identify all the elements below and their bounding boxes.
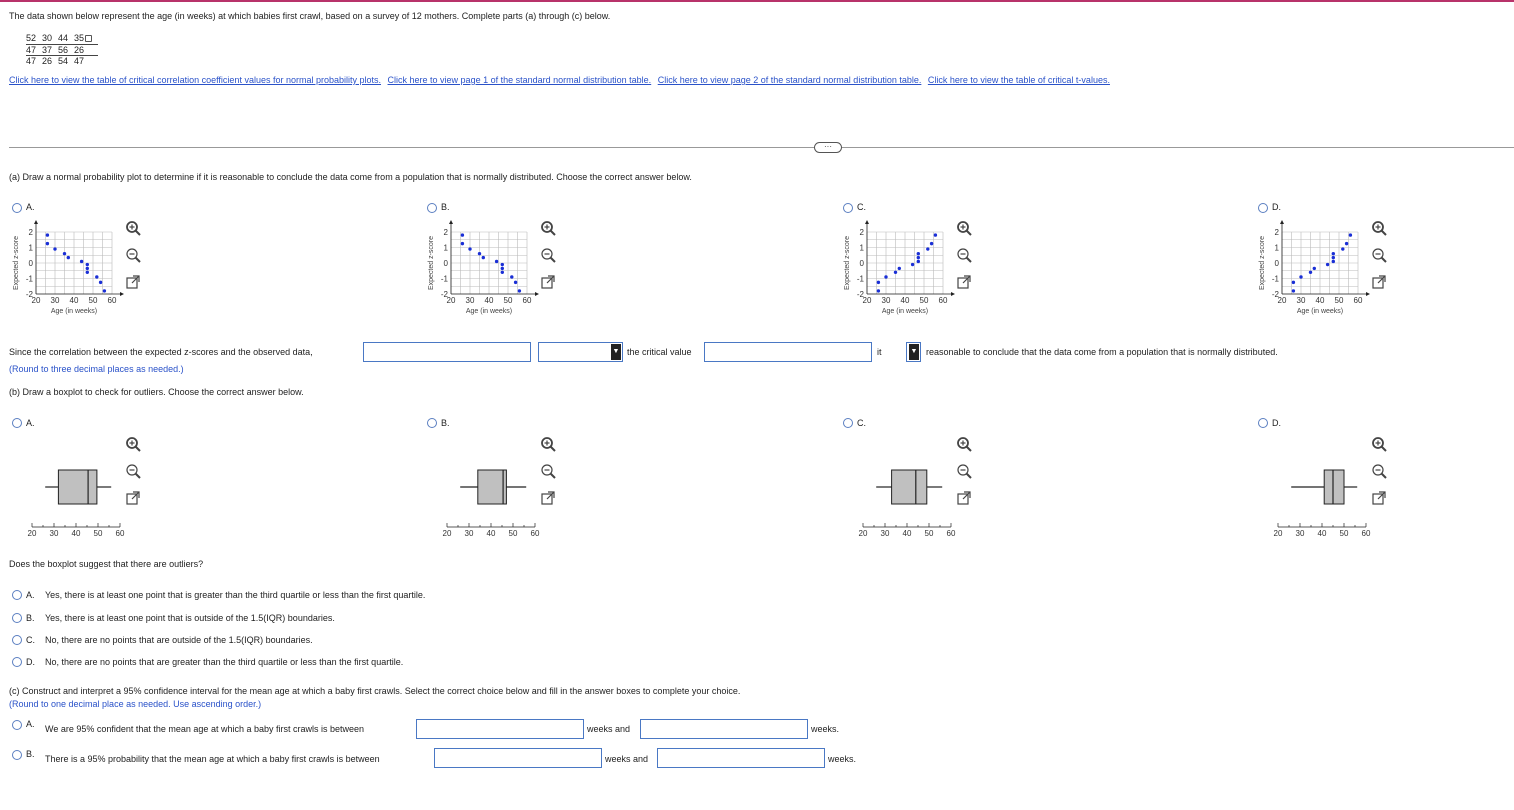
critical-value-label: the critical value xyxy=(627,347,692,357)
npp-d-zoom-in-icon[interactable] xyxy=(1371,220,1387,236)
npp-option-c-radio[interactable] xyxy=(843,203,853,213)
data-point xyxy=(518,289,521,292)
data-point xyxy=(461,233,464,236)
correlation-input[interactable] xyxy=(363,342,531,362)
data-point xyxy=(461,242,464,245)
data-point xyxy=(1299,275,1302,278)
data-point xyxy=(46,233,49,236)
x-tick-label: 60 xyxy=(946,529,956,538)
y-axis-arrow-icon xyxy=(449,220,453,224)
link-normal-table-page-1[interactable]: Click here to view page 1 of the standard normal distribution table. xyxy=(387,75,652,85)
table-row xyxy=(26,44,98,55)
npp-a-zoom-in-icon[interactable] xyxy=(125,220,141,236)
npp-option-d-radio[interactable] xyxy=(1258,203,1268,213)
x-tick-label: 50 xyxy=(503,296,513,305)
y-tick-label: -2 xyxy=(25,290,33,299)
npp-b-zoom-in-icon[interactable] xyxy=(540,220,556,236)
npp-b-zoom-out-icon[interactable] xyxy=(540,247,556,263)
x-tick-label: 50 xyxy=(1339,529,1349,538)
boxplot-chart-d xyxy=(1264,455,1384,545)
x-axis-arrow-icon xyxy=(951,292,955,296)
y-tick-label: 2 xyxy=(859,228,864,237)
boxplot-a-open-new-window-icon[interactable] xyxy=(125,490,141,506)
ci-option-b-text: There is a 95% probability that the mean age at which a baby first crawls is between xyxy=(45,754,380,764)
data-point xyxy=(917,260,920,263)
iqr-box xyxy=(1324,470,1344,504)
boxplot-a-zoom-out-icon[interactable] xyxy=(125,463,141,479)
y-axis-label: Expected z-score xyxy=(13,235,20,291)
round-note-a: (Round to three decimal places as needed.) xyxy=(9,364,184,374)
x-axis-arrow-icon xyxy=(1366,292,1370,296)
outlier-answer-b-text: Yes, there is at least one point that is outside of the 1.5(IQR) boundaries. xyxy=(45,613,335,623)
x-tick-label: 60 xyxy=(107,296,117,305)
outlier-answer-a-text: Yes, there is at least one point that is greater than the third quartile or less than the first quartile. xyxy=(45,590,426,600)
boxplot-b-zoom-out-icon[interactable] xyxy=(540,463,556,479)
top-accent-bar xyxy=(0,0,1514,2)
x-axis-label: Age (in weeks) xyxy=(465,308,513,315)
data-point xyxy=(468,247,471,250)
boxplot-d-open-new-window-icon[interactable] xyxy=(1371,490,1387,506)
x-tick-label: 40 xyxy=(486,529,496,538)
table-cell: 30 xyxy=(42,33,58,44)
boxplot-chart-a xyxy=(18,455,138,545)
y-tick-label: 2 xyxy=(28,228,33,237)
y-axis-label: Expected z-score xyxy=(428,235,435,291)
chevron-down-icon: ▼ xyxy=(909,344,919,360)
boxplot-option-a-radio[interactable] xyxy=(12,418,22,428)
x-axis-label: Age (in weeks) xyxy=(50,308,98,315)
data-point xyxy=(482,256,485,259)
x-tick-label: 50 xyxy=(924,529,934,538)
data-point xyxy=(1332,256,1335,259)
table-cell: 52 xyxy=(26,33,42,44)
data-point xyxy=(514,281,517,284)
outlier-answer-c-radio[interactable] xyxy=(12,635,22,645)
x-tick-label: 60 xyxy=(1353,296,1363,305)
link-critical-correlation[interactable]: Click here to view the table of critical correlation coefficient values for normal probability plots. xyxy=(9,75,382,85)
data-point xyxy=(478,252,481,255)
y-tick-label: 0 xyxy=(1274,259,1279,268)
table-cell: 47 xyxy=(26,44,42,55)
data-point xyxy=(917,256,920,259)
data-point xyxy=(86,271,89,274)
table-cell: 35 xyxy=(74,33,98,44)
data-point xyxy=(86,267,89,270)
npp-chart-a xyxy=(10,214,130,324)
npp-option-a-radio[interactable] xyxy=(12,203,22,213)
round-note-c: (Round to one decimal place as needed. Use ascending order.) xyxy=(9,699,262,709)
table-cell: 26 xyxy=(42,55,53,66)
data-point xyxy=(894,271,897,274)
y-tick-label: 0 xyxy=(28,259,33,268)
x-tick-label: 30 xyxy=(881,296,891,305)
data-point xyxy=(1313,267,1316,270)
npp-d-zoom-out-icon[interactable] xyxy=(1371,247,1387,263)
table-cell: 44 xyxy=(58,33,74,44)
x-tick-label: 40 xyxy=(900,296,910,305)
y-tick-label: -2 xyxy=(856,290,864,299)
data-point xyxy=(501,267,504,270)
x-axis-label: Age (in weeks) xyxy=(1296,308,1344,315)
npp-d-open-new-window-icon[interactable] xyxy=(1371,274,1387,290)
data-point xyxy=(495,260,498,263)
iqr-box xyxy=(58,470,97,504)
y-tick-label: 1 xyxy=(859,243,864,253)
y-tick-label: -2 xyxy=(1271,290,1279,299)
boxplot-c-zoom-in-icon[interactable] xyxy=(956,436,972,452)
data-point xyxy=(53,247,56,250)
it-label: it xyxy=(877,347,882,357)
x-tick-label: 30 xyxy=(49,529,59,538)
boxplot-b-zoom-in-icon[interactable] xyxy=(540,436,556,452)
data-point xyxy=(1292,281,1295,284)
boxplot-c-open-new-window-icon[interactable] xyxy=(956,490,972,506)
x-tick-label: 60 xyxy=(938,296,948,305)
npp-chart-b xyxy=(425,214,545,324)
data-point xyxy=(99,281,102,284)
x-tick-label: 50 xyxy=(88,296,98,305)
x-tick-label: 60 xyxy=(522,296,532,305)
part-b-prompt: (b) Draw a boxplot to check for outliers. Choose the correct answer below. xyxy=(9,387,304,397)
iqr-box xyxy=(478,470,507,504)
data-point xyxy=(911,263,914,266)
x-tick-label: 30 xyxy=(1295,529,1305,538)
data-point xyxy=(1345,242,1348,245)
boxplot-chart-b xyxy=(433,455,553,545)
x-tick-label: 50 xyxy=(508,529,518,538)
y-axis-label: Expected z-score xyxy=(844,235,851,291)
boxplot-a-zoom-in-icon[interactable] xyxy=(125,436,141,452)
comparison-dropdown[interactable] xyxy=(538,342,623,362)
data-point xyxy=(934,233,937,236)
ci-b-weeks-and: weeks and xyxy=(605,754,649,764)
x-axis-label: Age (in weeks) xyxy=(881,308,929,315)
npp-c-open-new-window-icon[interactable] xyxy=(956,274,972,290)
data-table xyxy=(26,33,98,66)
ci-option-a-radio[interactable] xyxy=(12,720,22,730)
y-tick-label: 1 xyxy=(1274,243,1279,253)
y-axis-arrow-icon xyxy=(1280,220,1284,224)
copy-data-icon[interactable] xyxy=(85,35,92,42)
ci-a-weeks-end: weeks. xyxy=(811,724,840,734)
boxplot-chart-c xyxy=(849,455,969,545)
x-tick-label: 50 xyxy=(1334,296,1344,305)
npp-a-zoom-out-icon[interactable] xyxy=(125,247,141,263)
chevron-down-icon: ▼ xyxy=(611,344,621,360)
outlier-answer-b-letter: B. xyxy=(26,613,35,623)
y-tick-label: 1 xyxy=(28,243,33,253)
data-point xyxy=(510,275,513,278)
data-point xyxy=(501,263,504,266)
data-point xyxy=(930,242,933,245)
data-point xyxy=(1292,289,1295,292)
part-a-prompt: (a) Draw a normal probability plot to determine if it is reasonable to conclude the data come from a population that is normally distributed. Choose the correct answer below. xyxy=(9,172,692,182)
npp-option-a-label: A. xyxy=(26,202,35,212)
boxplot-option-b-radio[interactable] xyxy=(427,418,437,428)
ci-b-upper-input[interactable] xyxy=(657,748,825,768)
ci-option-b-letter: B. xyxy=(26,749,35,759)
x-tick-label: 20 xyxy=(862,296,872,305)
outlier-answer-d-radio[interactable] xyxy=(12,657,22,667)
boxplot-c-zoom-out-icon[interactable] xyxy=(956,463,972,479)
table-row xyxy=(26,55,98,66)
y-tick-label: 0 xyxy=(443,259,448,268)
critical-value-input[interactable] xyxy=(704,342,872,362)
table-cell: 37 xyxy=(42,44,58,55)
outlier-answer-d-text: No, there are no points that are greater than the third quartile or less than the first quartile. xyxy=(45,657,404,667)
outlier-answer-a-letter: A. xyxy=(26,590,35,600)
data-point xyxy=(103,289,106,292)
boxplot-option-c-label: C. xyxy=(857,418,866,428)
outlier-answer-d-letter: D. xyxy=(26,657,35,667)
outlier-answer-c-letter: C. xyxy=(26,635,35,645)
npp-b-open-new-window-icon[interactable] xyxy=(540,274,556,290)
x-tick-label: 40 xyxy=(484,296,494,305)
outlier-answer-a-radio[interactable] xyxy=(12,590,22,600)
table-cell: 26 xyxy=(74,44,98,55)
conclusion-sentence-end: reasonable to conclude that the data come from a population that is normally distributed. xyxy=(926,347,1278,357)
x-tick-label: 40 xyxy=(71,529,81,538)
y-tick-label: -1 xyxy=(440,274,448,284)
ci-a-upper-input[interactable] xyxy=(640,719,808,739)
is-reasonable-dropdown[interactable] xyxy=(906,342,921,362)
table-cell: 47 xyxy=(74,55,85,66)
x-axis-arrow-icon xyxy=(120,292,124,296)
y-tick-label: -1 xyxy=(856,274,864,284)
x-tick-label: 40 xyxy=(69,296,79,305)
data-point xyxy=(1341,247,1344,250)
data-point xyxy=(63,252,66,255)
x-tick-label: 20 xyxy=(858,529,868,538)
ci-a-weeks-and: weeks and xyxy=(587,724,631,734)
boxplot-option-a-label: A. xyxy=(26,418,35,428)
x-tick-label: 40 xyxy=(902,529,912,538)
table-cell: 47 xyxy=(26,55,37,66)
boxplot-option-d-radio[interactable] xyxy=(1258,418,1268,428)
outlier-question: Does the boxplot suggest that there are outliers? xyxy=(9,559,204,569)
npp-a-open-new-window-icon[interactable] xyxy=(125,274,141,290)
boxplot-b-open-new-window-icon[interactable] xyxy=(540,490,556,506)
boxplot-option-b-label: B. xyxy=(441,418,450,428)
data-point xyxy=(917,252,920,255)
x-tick-label: 20 xyxy=(446,296,456,305)
ci-a-lower-input[interactable] xyxy=(416,719,584,739)
ci-b-weeks-end: weeks. xyxy=(828,754,857,764)
boxplot-option-c-radio[interactable] xyxy=(843,418,853,428)
data-point xyxy=(884,275,887,278)
help-links xyxy=(9,75,1114,85)
npp-option-b-label: B. xyxy=(441,202,450,212)
data-point xyxy=(898,267,901,270)
link-normal-table-page-2[interactable]: Click here to view page 2 of the standard normal distribution table. xyxy=(657,75,922,85)
x-tick-label: 60 xyxy=(1361,529,1371,538)
ci-option-a-letter: A. xyxy=(26,719,35,729)
x-tick-label: 20 xyxy=(31,296,41,305)
x-tick-label: 20 xyxy=(442,529,452,538)
npp-c-zoom-out-icon[interactable] xyxy=(956,247,972,263)
x-tick-label: 30 xyxy=(465,296,475,305)
data-point xyxy=(67,256,70,259)
y-tick-label: -1 xyxy=(1271,274,1279,284)
boxplot-d-zoom-in-icon[interactable] xyxy=(1371,436,1387,452)
data-point xyxy=(95,275,98,278)
y-tick-label: -2 xyxy=(440,290,448,299)
data-point xyxy=(1326,263,1329,266)
data-point xyxy=(1309,271,1312,274)
x-tick-label: 20 xyxy=(1277,296,1287,305)
x-tick-label: 30 xyxy=(880,529,890,538)
data-point xyxy=(877,281,880,284)
y-axis-label: Expected z-score xyxy=(1259,235,1266,291)
ci-b-lower-input[interactable] xyxy=(434,748,602,768)
data-point xyxy=(80,260,83,263)
x-tick-label: 20 xyxy=(1273,529,1283,538)
npp-chart-c xyxy=(841,214,961,324)
y-tick-label: -1 xyxy=(25,274,33,284)
table-cell: 56 xyxy=(58,44,74,55)
y-tick-label: 2 xyxy=(443,228,448,237)
y-tick-label: 2 xyxy=(1274,228,1279,237)
table-row xyxy=(26,33,98,44)
x-tick-label: 30 xyxy=(1296,296,1306,305)
y-axis-arrow-icon xyxy=(34,220,38,224)
part-c-prompt: (c) Construct and interpret a 95% confidence interval for the mean age at which a baby first crawls. Select the correct choice below and fill in the answer boxes to complete your choice. xyxy=(9,686,741,696)
correlation-sentence-start: Since the correlation between the expected z-scores and the observed data, xyxy=(9,347,313,357)
ci-option-a-text: We are 95% confident that the mean age at which a baby first crawls is between xyxy=(45,724,365,734)
npp-option-c-label: C. xyxy=(857,202,866,212)
data-point xyxy=(46,242,49,245)
outlier-answer-c-text: No, there are no points that are outside of the 1.5(IQR) boundaries. xyxy=(45,635,313,645)
x-tick-label: 60 xyxy=(115,529,125,538)
link-critical-t-values[interactable]: Click here to view the table of critical t-values. xyxy=(927,75,1110,85)
outlier-answer-b-radio[interactable] xyxy=(12,613,22,623)
npp-c-zoom-in-icon[interactable] xyxy=(956,220,972,236)
section-divider xyxy=(9,147,1514,148)
data-point xyxy=(1332,260,1335,263)
data-point xyxy=(86,263,89,266)
more-button[interactable]: ··· xyxy=(814,142,842,153)
iqr-box xyxy=(892,470,927,504)
data-point xyxy=(501,271,504,274)
npp-option-d-label: D. xyxy=(1272,202,1281,212)
data-point xyxy=(1349,233,1352,236)
x-tick-label: 30 xyxy=(50,296,60,305)
x-tick-label: 40 xyxy=(1317,529,1327,538)
x-tick-label: 40 xyxy=(1315,296,1325,305)
x-tick-label: 20 xyxy=(27,529,37,538)
y-tick-label: 0 xyxy=(859,259,864,268)
data-point xyxy=(1332,252,1335,255)
table-cell: 54 xyxy=(58,55,69,66)
x-tick-label: 50 xyxy=(93,529,103,538)
y-tick-label: 1 xyxy=(443,243,448,253)
boxplot-d-zoom-out-icon[interactable] xyxy=(1371,463,1387,479)
npp-option-b-radio[interactable] xyxy=(427,203,437,213)
ci-option-b-radio[interactable] xyxy=(12,750,22,760)
x-tick-label: 50 xyxy=(919,296,929,305)
data-point xyxy=(926,247,929,250)
x-tick-label: 60 xyxy=(530,529,540,538)
boxplot-option-d-label: D. xyxy=(1272,418,1281,428)
npp-chart-d xyxy=(1256,214,1376,324)
x-tick-label: 30 xyxy=(464,529,474,538)
data-point xyxy=(877,289,880,292)
y-axis-arrow-icon xyxy=(865,220,869,224)
intro-text: The data shown below represent the age (in weeks) at which babies first crawl, based on a survey of 12 mothers. Complete parts (a) through (c) below. xyxy=(9,11,611,21)
x-axis-arrow-icon xyxy=(535,292,539,296)
